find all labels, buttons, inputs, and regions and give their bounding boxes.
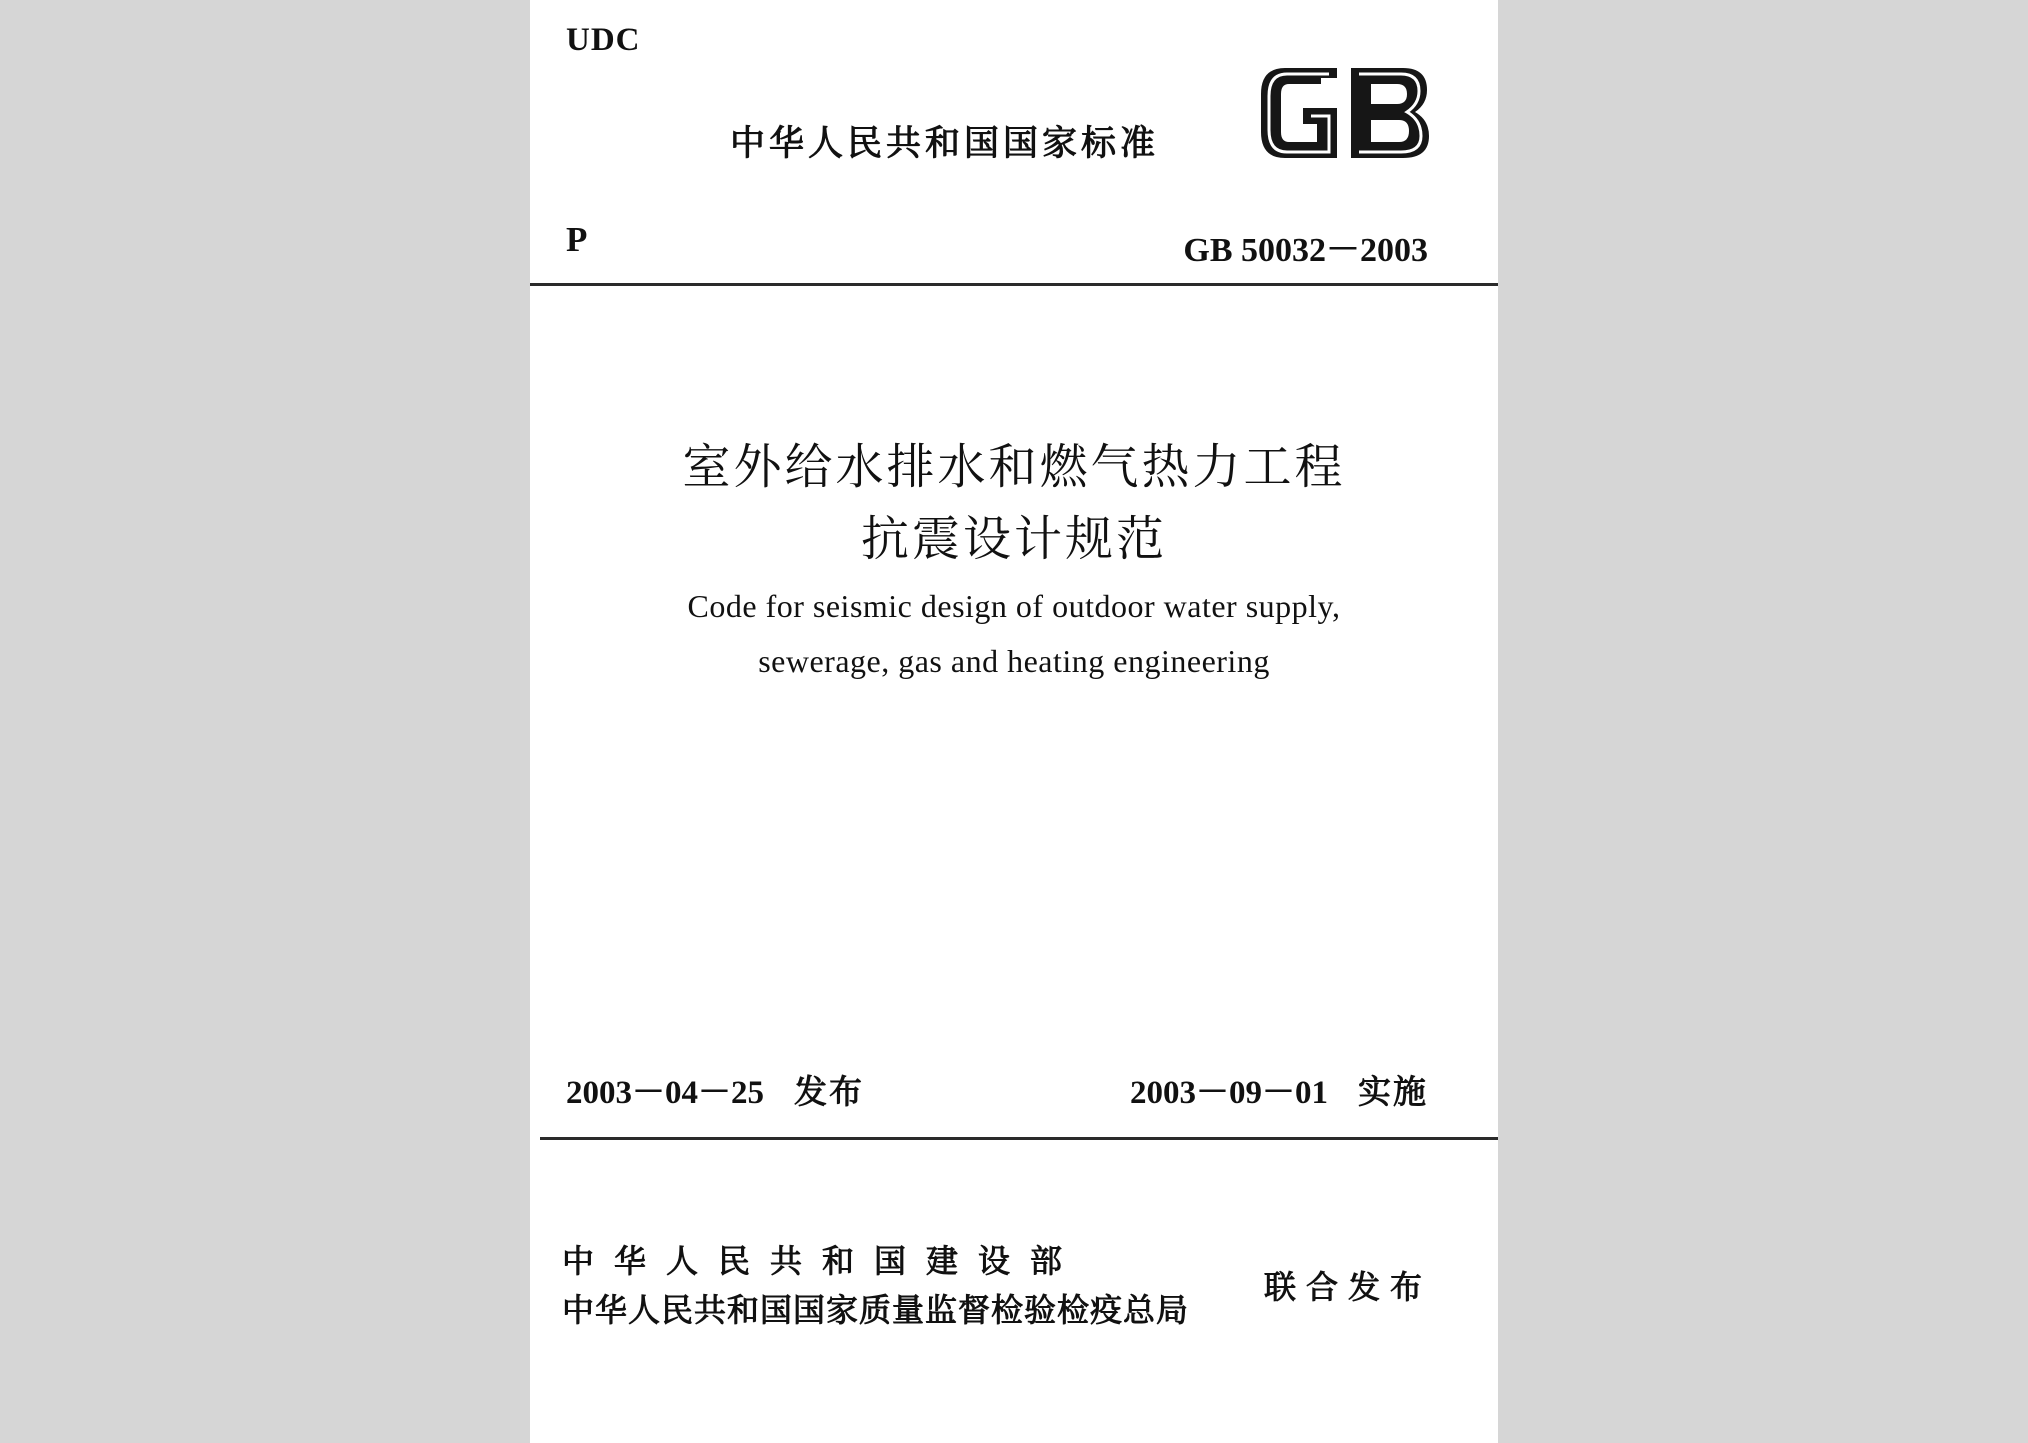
title-english-line1: Code for seismic design of outdoor water supply, <box>687 588 1341 624</box>
standard-number: GB 50032－2003 <box>1183 232 1428 269</box>
title-chinese-line1: 室外给水排水和燃气热力工程 <box>682 439 1346 495</box>
effective-label: 实施 <box>1358 1072 1428 1111</box>
category-code: P <box>566 220 588 259</box>
national-standard-heading: 中华人民共和国国家标准 <box>730 124 1160 164</box>
gb-logo-icon <box>1257 64 1433 162</box>
issuer-aqsiq: 中华人民共和国国家质量监督检验检疫总局 <box>562 1291 1190 1329</box>
title-english-line2: sewerage, gas and heating engineering <box>758 643 1270 679</box>
issuer-ministry-construction: 中华人民共和国建设部 <box>562 1242 1083 1280</box>
udc-label: UDC <box>566 22 641 58</box>
effective-date-row <box>1130 1066 1428 1113</box>
joint-issue-label: 联合发布 <box>1263 1268 1432 1306</box>
top-divider <box>530 283 1498 286</box>
effective-date: 2003－09－01 <box>1130 1075 1328 1111</box>
issue-date: 2003－04－25 <box>566 1075 764 1111</box>
issue-date-row <box>566 1066 864 1113</box>
cover-page <box>530 0 1498 1443</box>
bottom-divider <box>540 1137 1498 1140</box>
title-chinese-line2: 抗震设计规范 <box>860 511 1167 567</box>
issue-label: 发布 <box>794 1072 864 1111</box>
